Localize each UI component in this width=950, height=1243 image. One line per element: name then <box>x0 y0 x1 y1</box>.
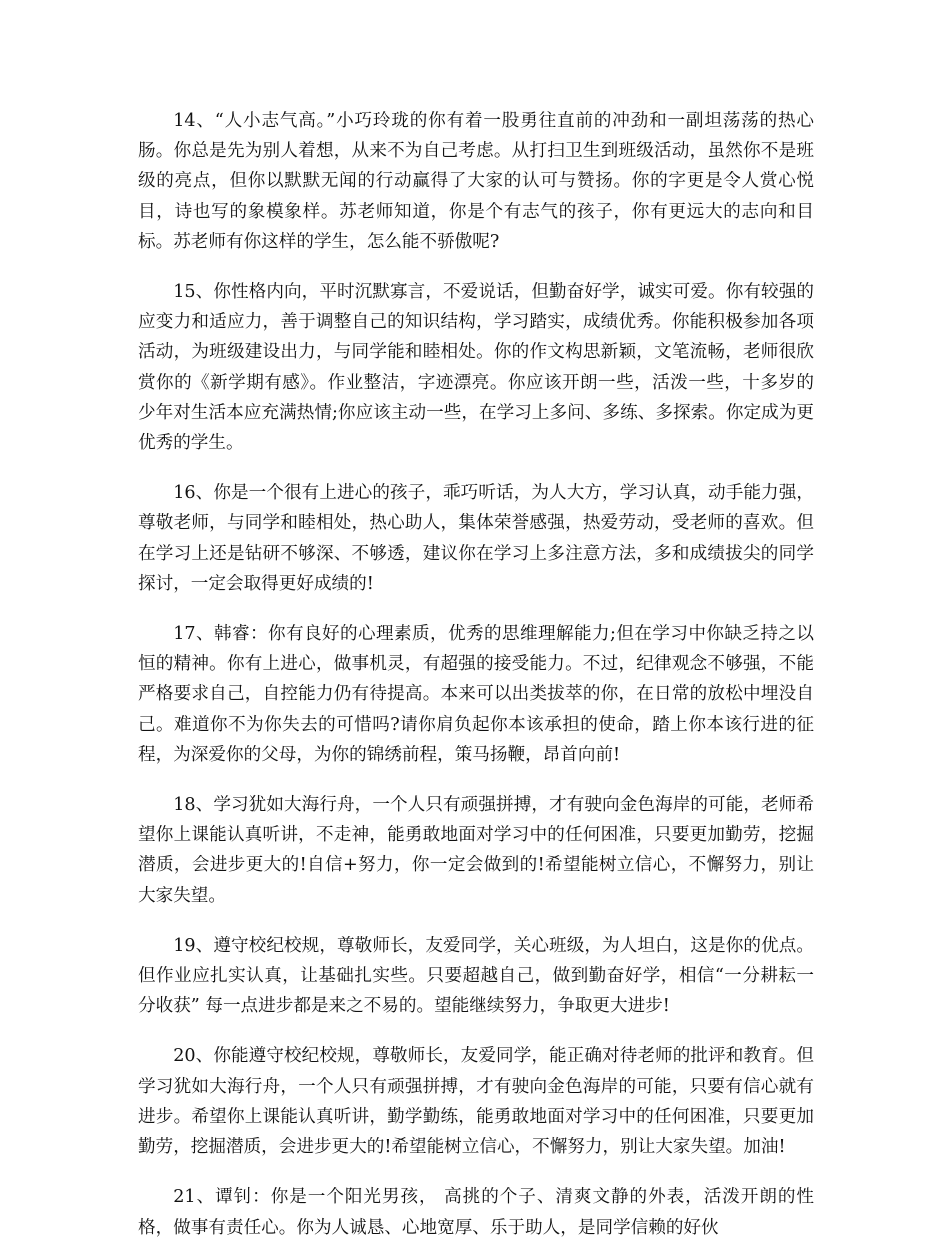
paragraph-16: 16、你是一个很有上进心的孩子，乖巧听话，为人大方，学习认真，动手能力强，尊敬老师，与同学和睦相处，热心助人，集体荣誉感强，热爱劳动，受老师的喜欢。但在学习上还是钻研不够深、不够透，建议你在学习上多注意方法，多和成绩拔尖的同学探讨，一定会取得更好成绩的! <box>138 483 814 594</box>
paragraph-21: 21、谭钊：你是一个阳光男孩， 高挑的个子、清爽文静的外表，活泼开朗的性格，做事有责任心。你为人诚恳、心地宽厚、乐于助人，是同学信赖的好伙 <box>138 1187 814 1238</box>
document-body <box>138 106 814 1243</box>
paragraph-19: 19、遵守校纪校规，尊敬师长，友爱同学，关心班级，为人坦白，这是你的优点。但作业应扎实认真，让基础扎实些。只要超越自己，做到勤奋好学，相信“一分耕耘一分收获” 每一点进步都是来之不易的。望能继续努力，争取更大进步! <box>138 935 814 1017</box>
paragraph-18: 18、学习犹如大海行舟，一个人只有顽强拼搏，才有驶向金色海岸的可能，老师希望你上课能认真听讲，不走神，能勇敢地面对学习中的任何困准，只要更加勤劳，挖掘潜质，会进步更大的!自信+努力，你一定会做到的!希望能树立信心，不懈努力，别让大家失望。 <box>138 795 814 906</box>
paragraph-15: 15、你性格内向，平时沉默寡言，不爱说话，但勤奋好学，诚实可爱。你有较强的应变力和适应力，善于调整自己的知识结构，学习踏实，成绩优秀。你能积极参加各项活动，为班级建设出力，与同学能和睦相处。你的作文构思新颖，文笔流畅，老师很欣赏你的《新学期有感》。作业整洁，字迹漂亮。你应该开朗一些，活泼一些，十多岁的少年对生活本应充满热情;你应该主动一些，在学习上多问、多练、多探索。你定成为更优秀的学生。 <box>138 282 814 454</box>
paragraph-14: 14、“人小志气高。”小巧玲珑的你有着一股勇往直前的冲劲和一副坦荡荡的热心肠。你总是先为别人着想，从来不为自己考虑。从打扫卫生到班级活动，虽然你不是班级的亮点，但你以默默无闻的行动赢得了大家的认可与赞扬。你的字更是令人赏心悦目，诗也写的象模象样。苏老师知道，你是个有志气的孩子，你有更远大的志向和目标。苏老师有你这样的学生，怎么能不骄傲呢? <box>138 111 814 252</box>
paragraph-20: 20、你能遵守校纪校规，尊敬师长，友爱同学，能正确对待老师的批评和教育。但学习犹如大海行舟，一个人只有顽强拼搏，才有驶向金色海岸的可能，只要有信心就有进步。希望你上课能认真听讲，勤学勤练，能勇敢地面对学习中的任何困准，只要更加勤劳，挖掘潜质，会进步更大的!希望能树立信心，不懈努力，别让大家失望。加油! <box>138 1046 814 1158</box>
paragraph-17: 17、韩睿：你有良好的心理素质，优秀的思维理解能力;但在学习中你缺乏持之以恒的精神。你有上进心，做事机灵，有超强的接受能力。不过，纪律观念不够强，不能严格要求自己，自控能力仍有待提高。本来可以出类拔萃的你，在日常的放松中埋没自己。难道你不为你失去的可惜吗?请你肩负起你本该承担的使命，踏上你本该行进的征程，为深爱你的父母，为你的锦绣前程，策马扬鞭，昂首向前! <box>138 624 814 765</box>
